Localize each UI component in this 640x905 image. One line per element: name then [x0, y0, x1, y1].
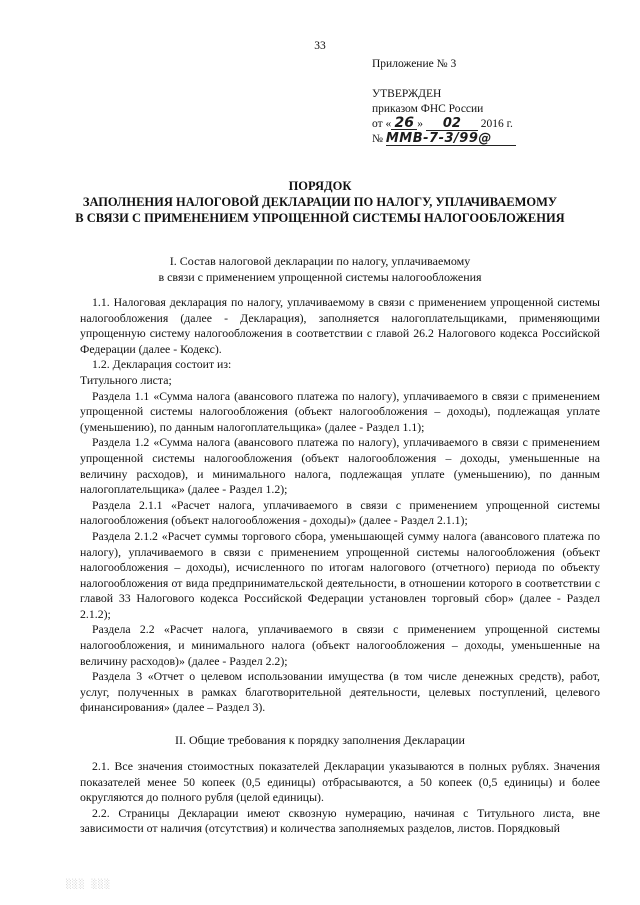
date-year: 2016 г. — [480, 118, 513, 130]
handwritten-month: 02 — [426, 118, 478, 131]
document-title — [0, 178, 640, 226]
title-line-2: ЗАПОЛНЕНИЯ НАЛОГОВОЙ ДЕКЛАРАЦИИ ПО НАЛОГУ, УПЛАЧИВАЕМОМУ — [82, 195, 558, 209]
section-1-body — [80, 295, 600, 716]
title-line-3: В СВЯЗИ С ПРИМЕНЕНИЕМ УПРОЩЕННОЙ СИСТЕМЫ НАЛОГООБЛОЖЕНИЯ — [75, 211, 565, 225]
handwritten-day: 26 — [391, 117, 417, 130]
date-mid: » — [417, 118, 423, 130]
paragraph-2-2: 2.2. Страницы Декларации имеют сквозную нумерацию, начиная с Титульного листа, вне зависимости от наличия (отсутствия) и количества заполняемых разделов, листов. Порядковый — [80, 805, 600, 836]
paragraph-1-1: 1.1. Налоговая декларация по налогу, уплачиваемому в связи с применением упрощенной системы налогообложения (далее - Декларация), заполняется налогоплательщиками, применяющими упрощенную систему налогообложения в соответствии с главой 26.2 Налогового кодекса Российской Федерации (далее - Кодекс). — [80, 295, 600, 356]
list-item-section-2-1-2: Раздела 2.1.2 «Расчет суммы торгового сбора, уменьшающей сумму налога (авансового платежа по налогу), уплачиваемого в связи с применением упрощенной системы налогообложения (объект налогообложения – доходы), исчисленного по итогам налогового (отчетного) периода по объекту налогообложения от вида предпринимательской деятельности, в отношении которого в соответствии с главой 33 Налогового кодекса Российской Федерации установлен торговый сбор» (далее - Раздел 2.1.2); — [80, 528, 600, 621]
list-item-section-1-1: Раздела 1.1 «Сумма налога (авансового платежа по налогу), уплачиваемого в связи с применением упрощенной системы налогообложения (объект налогообложения – доходы), подлежащая уплате (уменьшению), по данным налогоплательщика» (далее - Раздел 1.1); — [80, 388, 600, 434]
appendix-label: Приложение № 3 — [372, 58, 457, 70]
paragraph-1-2: 1.2. Декларация состоит из: — [92, 357, 232, 372]
list-item-title-sheet: Титульного листа; — [80, 372, 172, 387]
paragraph-2-1: 2.1. Все значения стоимостных показателей Декларации указываются в полных рублях. Значения показателей менее 50 копеек (0,5 единицы) отбрасываются, а 50 копеек (0,5 единицы) и более округляются до полного рубля (целой единицы). — [80, 759, 600, 805]
list-item-section-2-1-1: Раздела 2.1.1 «Расчет налога, уплачиваемого в связи с применением упрощенной системы налогообложения (объект налогообложения - доходы)» (далее - Раздел 2.1.1); — [80, 497, 600, 528]
approved-label: УТВЕРЖДЕН — [372, 88, 442, 100]
section-1-heading-line-1: I. Состав налоговой декларации по налогу, уплачиваемому — [169, 254, 471, 268]
faded-stamp-mark: ░░░ ░░░ — [66, 880, 111, 890]
number-prefix: № — [372, 133, 383, 145]
section-1-heading — [0, 254, 640, 285]
section-2-heading: II. Общие требования к порядку заполнения Декларации — [175, 733, 465, 747]
approval-number — [372, 132, 516, 147]
section-1-heading-line-2: в связи с применением упрощенной системы налогообложения — [158, 269, 482, 284]
order-by-label: приказом ФНС России — [372, 103, 484, 115]
page-number: 33 — [314, 40, 326, 52]
title-line-1: ПОРЯДОК — [288, 179, 352, 193]
list-item-section-1-2: Раздела 1.2 «Сумма налога (авансового платежа по налогу), уплачиваемого в связи с применением упрощенной системы налогообложения (объект налогообложения – доходы, уменьшенные на величину расходов), и минимального налога, подлежащая уплате (уменьшению), по данным налогоплательщика» (далее - Раздел 1.2); — [80, 435, 600, 497]
list-item-section-3: Раздела 3 «Отчет о целевом использовании имущества (в том числе денежных средств), работ, услуг, полученных в рамках благотворительной деятельности, целевых поступлений, целевого финансирования» (далее – Раздел 3). — [80, 669, 600, 715]
date-prefix: от « — [372, 118, 392, 130]
approval-stamp — [372, 57, 516, 147]
handwritten-order-number: ММВ-7-3/99@ — [386, 133, 516, 146]
list-item-section-2-2: Раздела 2.2 «Расчет налога, уплачиваемого в связи с применением упрощенной системы налогообложения, и минимального налога (объект налогообложения – доходы, уменьшенные на величину расходов)» (далее - Раздел 2.2); — [80, 622, 600, 668]
section-2-body — [80, 759, 600, 837]
approval-date — [372, 117, 516, 132]
